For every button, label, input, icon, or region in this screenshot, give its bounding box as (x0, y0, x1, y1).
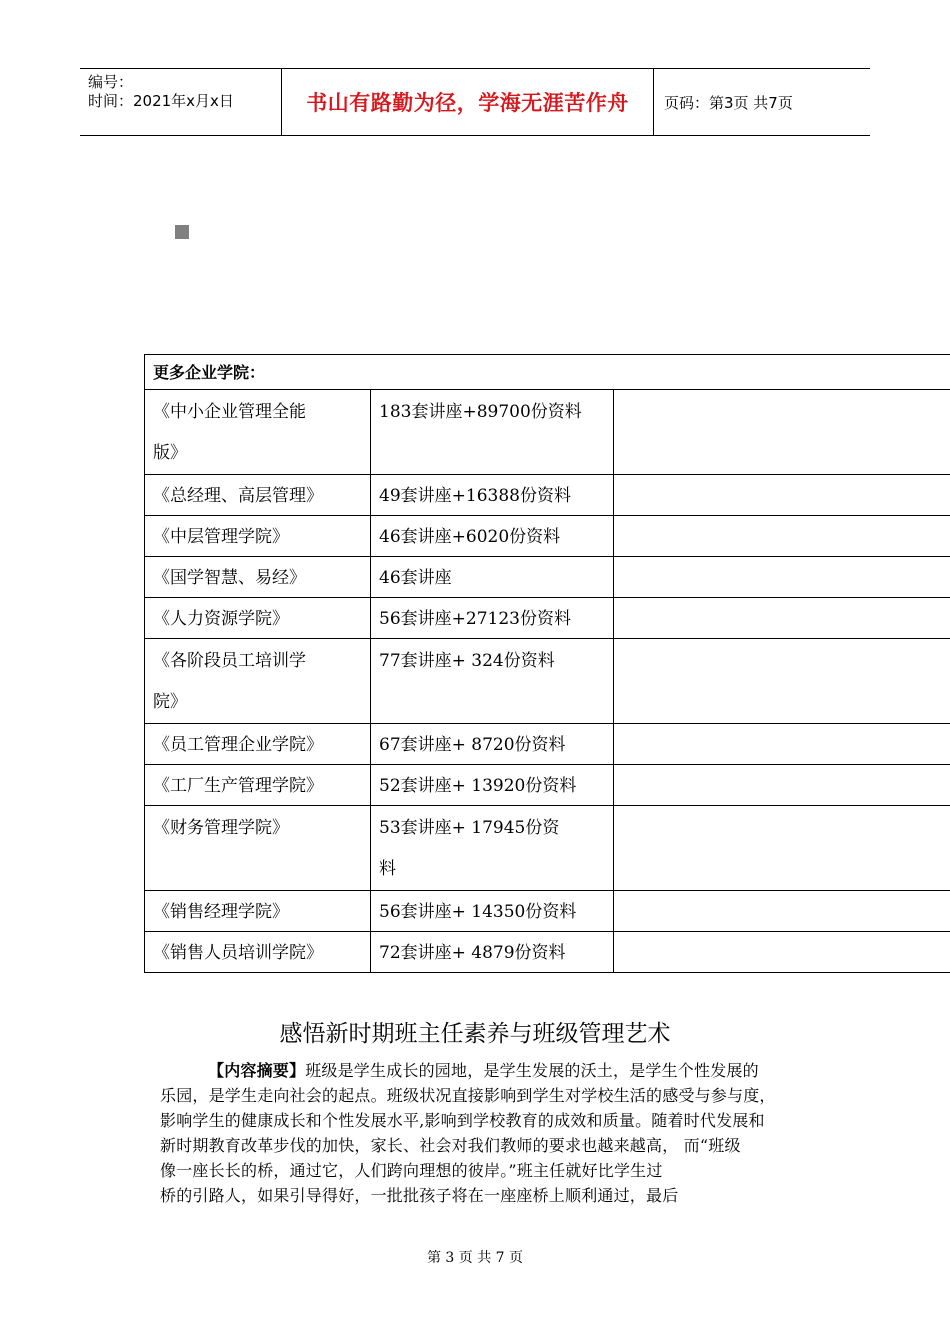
abstract-text: 班级是学生成长的园地，是学生发展的沃土，是学生个性发展的 (305, 1061, 759, 1080)
abstract-line: 像一座长长的桥，通过它，人们跨向理想的彼岸。”班主任就好比学生过 (160, 1161, 663, 1180)
empty-cell (614, 557, 950, 598)
course-name (145, 639, 371, 724)
header-table (80, 68, 870, 136)
course-info (371, 891, 614, 932)
course-info (371, 724, 614, 765)
course-name-line: 《销售人员培训学院》 (153, 943, 323, 963)
empty-cell (614, 390, 950, 475)
course-info-line: 46套讲座 (379, 568, 452, 588)
course-name (145, 891, 371, 932)
article-title: 感悟新时期班主任素养与班级管理艺术 (279, 1021, 671, 1047)
course-name (145, 475, 371, 516)
course-name (145, 765, 371, 806)
table-title: 更多企业学院： (145, 355, 950, 390)
abstract-line (160, 1058, 800, 1083)
article-abstract (160, 1058, 800, 1208)
course-name (145, 390, 371, 475)
table-row (145, 390, 950, 475)
course-name-line: 院》 (153, 692, 187, 712)
table-row (145, 891, 950, 932)
course-info-line: 56套讲座+27123份资料 (379, 609, 571, 629)
abstract-line: 乐园，是学生走向社会的起点。班级状况直接影响到学生对学校生活的感受与参与度， (160, 1086, 776, 1105)
abstract-line: 影响学生的健康成长和个性发展水平,影响到学校教育的成效和质量。随着时代发展和 (160, 1111, 765, 1130)
course-info (371, 390, 614, 475)
empty-cell (614, 765, 950, 806)
table-row (145, 806, 950, 891)
header-meta (80, 69, 282, 135)
table-row (145, 765, 950, 806)
course-info (371, 475, 614, 516)
course-name-line: 《各阶段员工培训学 (153, 651, 306, 671)
abstract-tag: 【内容摘要】 (208, 1061, 306, 1080)
square-bullet-icon (175, 225, 189, 239)
empty-cell (614, 806, 950, 891)
empty-cell (614, 639, 950, 724)
course-info (371, 598, 614, 639)
empty-cell (614, 932, 950, 973)
table-row (145, 932, 950, 973)
course-name-line: 版》 (153, 443, 187, 463)
course-info-line: 77套讲座+ 324份资料 (379, 651, 555, 671)
table-row (145, 598, 950, 639)
course-info-line: 46套讲座+6020份资料 (379, 527, 561, 547)
table-row (145, 516, 950, 557)
course-info (371, 557, 614, 598)
course-name (145, 516, 371, 557)
course-info-line: 67套讲座+ 8720份资料 (379, 735, 566, 755)
empty-cell (614, 891, 950, 932)
course-info (371, 932, 614, 973)
course-info-line: 56套讲座+ 14350份资料 (379, 902, 577, 922)
course-info-line: 49套讲座+16388份资料 (379, 486, 571, 506)
course-name-line: 《中层管理学院》 (153, 527, 289, 547)
empty-cell (614, 598, 950, 639)
header-motto: 书山有路勤为径，学海无涯苦作舟 (282, 69, 654, 135)
course-info-line: 52套讲座+ 13920份资料 (379, 776, 577, 796)
course-info (371, 639, 614, 724)
course-name (145, 598, 371, 639)
course-name-line: 《中小企业管理全能 (153, 402, 306, 422)
empty-cell (614, 475, 950, 516)
course-name-line: 《国学智慧、易经》 (153, 568, 306, 588)
page-footer: 第 3 页 共 7 页 (426, 1250, 524, 1266)
empty-cell (614, 724, 950, 765)
course-name-line: 《财务管理学院》 (153, 818, 289, 838)
header-page-code: 页码：第3页 共7页 (664, 93, 793, 112)
course-name (145, 806, 371, 891)
course-info (371, 516, 614, 557)
table-row (145, 557, 950, 598)
course-name (145, 557, 371, 598)
course-name-line: 《销售经理学院》 (153, 902, 289, 922)
course-info (371, 806, 614, 891)
course-info-line: 53套讲座+ 17945份资 (379, 818, 560, 838)
abstract-line: 新时期教育改革步伐的加快，家长、社会对我们教师的要求也越来越高， 而“班级 (160, 1136, 741, 1155)
table-row (145, 475, 950, 516)
table-row (145, 724, 950, 765)
empty-cell (614, 516, 950, 557)
course-info (371, 765, 614, 806)
course-table (144, 354, 950, 973)
course-info-line: 72套讲座+ 4879份资料 (379, 943, 566, 963)
date-label: 时间：2021年x月x日 (88, 92, 234, 110)
course-name-line: 《总经理、高层管理》 (153, 486, 323, 506)
course-name (145, 724, 371, 765)
course-info-line: 料 (379, 859, 396, 879)
course-name-line: 《人力资源学院》 (153, 609, 289, 629)
course-name-line: 《工厂生产管理学院》 (153, 776, 323, 796)
course-info-line: 183套讲座+89700份资料 (379, 402, 582, 422)
course-name (145, 932, 371, 973)
number-label: 编号： (88, 73, 134, 91)
course-name-line: 《员工管理企业学院》 (153, 735, 323, 755)
table-row (145, 639, 950, 724)
abstract-line: 桥的引路人，如果引导得好，一批批孩子将在一座座桥上顺利通过，最后 (160, 1186, 679, 1205)
